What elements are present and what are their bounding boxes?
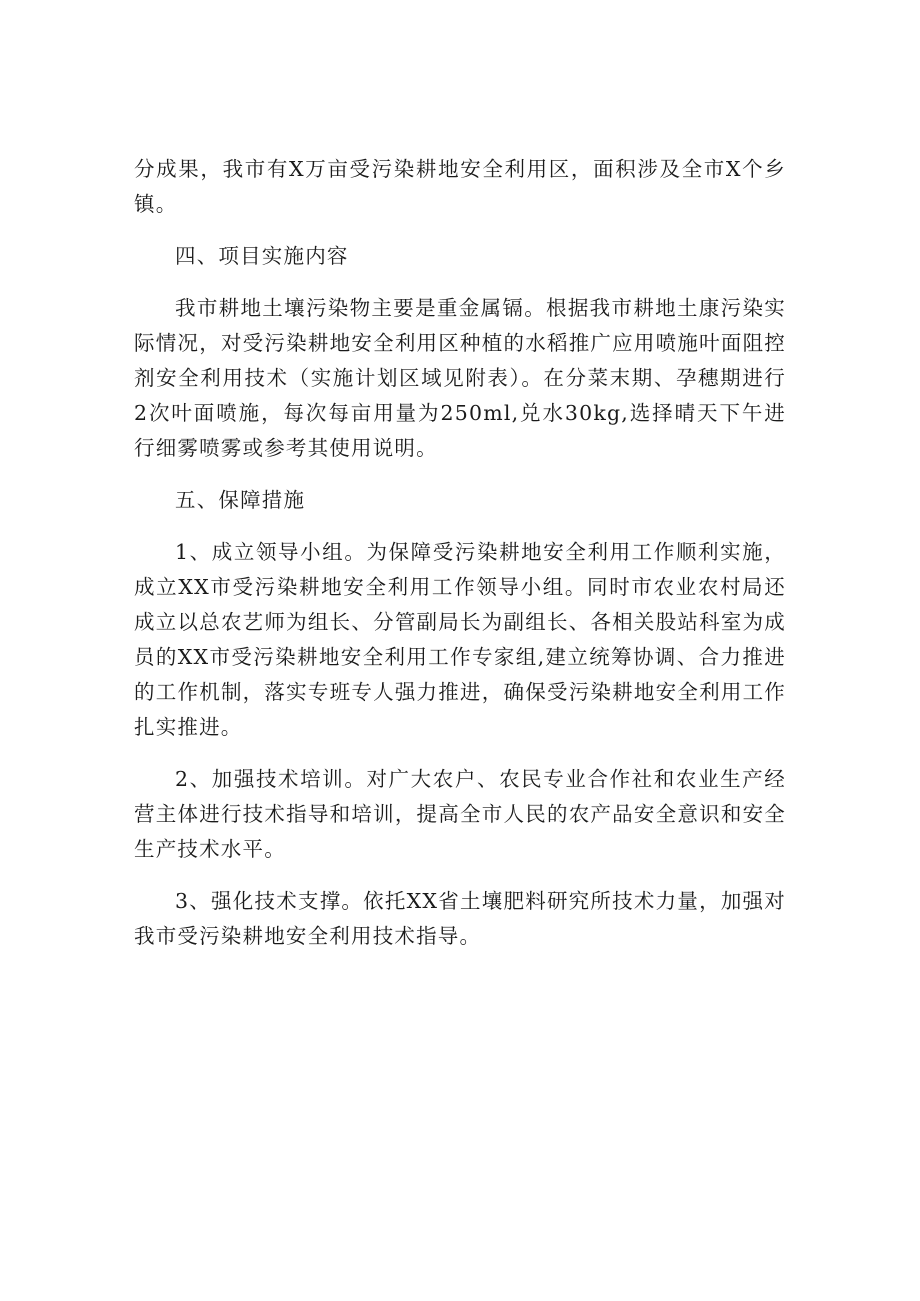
body-paragraph-technical-support: 3、强化技术支撑。依托XX省土壤肥料研究所技术力量，加强对我市受污染耕地安全利用技术指导。 xyxy=(134,889,786,948)
section-heading-safeguards: 五、保障措施 xyxy=(175,488,306,512)
body-paragraph-implementation: 我市耕地土壤污染物主要是重金属镉。根据我市耕地土康污染实际情况，对受污染耕地安全利用区种植的水稻推广应用喷施叶面阻控剂安全利用技术（实施计划区域见附表）。在分菜末期、孕穗期进行2次叶面喷施，每次每亩用量为250ml,兑水30kg,选择晴天下午进行细雾喷雾或参考其使用说明。 xyxy=(134,296,786,460)
body-paragraph-technical-training: 2、加强技术培训。对广大农户、农民专业合作社和农业生产经营主体进行技术指导和培训，提高全市人民的农产品安全意识和安全生产技术水平。 xyxy=(134,767,786,861)
body-paragraph-continued: 分成果，我市有X万亩受污染耕地安全利用区，面积涉及全市X个乡镇。 xyxy=(134,157,786,216)
section-heading-implementation: 四、项目实施内容 xyxy=(175,244,349,268)
body-paragraph-leadership-group: 1、成立领导小组。为保障受污染耕地安全利用工作顺利实施，成立XX市受污染耕地安全利用工作领导小组。同时市农业农村局还成立以总农艺师为组长、分管副局长为副组长、各相关股站科室为成员的XX市受污染耕地安全利用工作专家组,建立统筹协调、合力推进的工作机制，落实专班专人强力推进，确保受污染耕地安全利用工作扎实推进。 xyxy=(134,540,786,739)
document-body xyxy=(134,152,786,971)
